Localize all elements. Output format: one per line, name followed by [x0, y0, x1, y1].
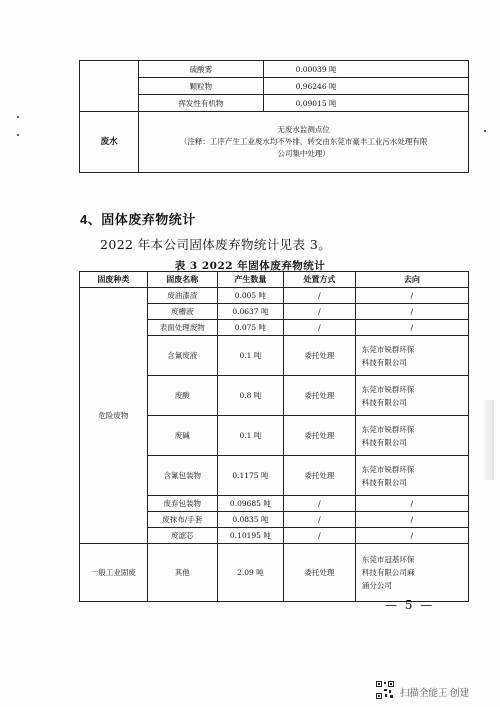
destination-line: 科技有限公司麻: [361, 568, 415, 577]
waste-qty: 0.10195 吨: [217, 528, 283, 544]
disposal-method: /: [284, 288, 356, 304]
column-header: 处置方式: [284, 272, 356, 288]
pollutant-amount: 0.00039 吨: [263, 61, 468, 78]
table-header-row: [80, 272, 469, 288]
wastewater-note-line: 公司集中处理）: [277, 149, 330, 158]
table-cell-empty: [80, 61, 139, 112]
destination-line: 东莞市锐群环保: [361, 344, 415, 354]
emissions-table: [79, 60, 469, 173]
column-header: 去向: [355, 272, 468, 288]
waste-qty: 0.1 吨: [217, 416, 283, 456]
wastewater-note-line: （注释：工序产生工业废水均不外排，转交由东莞市豪丰工业污水处理有限: [179, 137, 428, 146]
waste-name: 废抹布/手套: [147, 512, 217, 528]
waste-qty: 0.0835 吨: [217, 512, 283, 528]
waste-name: 表面处理废物: [147, 320, 217, 336]
table-row: [80, 544, 469, 602]
destination: [355, 376, 468, 416]
destination-line: 科技有限公司: [361, 397, 407, 407]
margin-dot: [484, 130, 486, 132]
qr-code-icon: [375, 680, 395, 700]
disposal-method: 委托处理: [284, 336, 356, 376]
waste-name: 废油漆渣: [147, 288, 217, 304]
destination-line: 东莞市锐群环保: [361, 464, 415, 474]
destination: [355, 544, 468, 602]
waste-name: 含氰废液: [147, 336, 217, 376]
destination-line: 东莞市冠基环保: [361, 555, 415, 564]
disposal-method: 委托处理: [284, 544, 356, 602]
category-cell: 危险废物: [80, 288, 148, 544]
table-row: [80, 288, 469, 304]
pollutant-amount: 0.96246 吨: [263, 78, 468, 95]
waste-qty: 0.075 吨: [217, 320, 283, 336]
disposal-method: /: [284, 496, 356, 512]
scan-shadow: [482, 400, 494, 480]
intro-paragraph: 2022 年本公司固体废弃物统计见表 3。: [100, 237, 332, 252]
destination-line: 科技有限公司: [361, 437, 407, 447]
destination: /: [355, 496, 468, 512]
destination: [355, 416, 468, 456]
destination-line: 涌分公司: [361, 581, 392, 590]
destination: /: [355, 320, 468, 336]
waste-qty: 0.09685 吨: [217, 496, 283, 512]
pollutant-amount: 0.09015 吨: [263, 95, 468, 112]
column-header: 固废名称: [147, 272, 217, 288]
disposal-method: 委托处理: [284, 376, 356, 416]
margin-dot: [17, 134, 19, 136]
destination-line: 东莞市锐群环保: [361, 384, 415, 394]
waste-name: 废滤芯: [147, 528, 217, 544]
wastewater-note-line: 无废水监测点位: [277, 125, 330, 134]
waste-name: 废弃包装物: [147, 496, 217, 512]
pollutant-name: 颗粒物: [139, 78, 263, 95]
column-header: 固废种类: [80, 272, 148, 288]
waste-name: 废碱: [147, 416, 217, 456]
wastewater-label: 废水: [80, 112, 139, 173]
waste-name: 含氰包装物: [147, 456, 217, 496]
destination: [355, 336, 468, 376]
waste-qty: 0.005 吨: [217, 288, 283, 304]
scanner-watermark: 扫描全能王 创建: [400, 688, 470, 699]
section-heading: 4、固体废弃物统计: [80, 212, 196, 227]
destination: /: [355, 288, 468, 304]
disposal-method: 委托处理: [284, 416, 356, 456]
destination: /: [355, 528, 468, 544]
destination-line: 科技有限公司: [361, 357, 407, 367]
waste-qty: 2.09 吨: [217, 544, 283, 602]
destination-line: 东莞市锐群环保: [361, 424, 415, 434]
pollutant-name: 挥发性有机物: [139, 95, 263, 112]
waste-name: 其他: [147, 544, 217, 602]
waste-name: 废槽液: [147, 304, 217, 320]
destination-line: 科技有限公司: [361, 477, 407, 487]
disposal-method: /: [284, 512, 356, 528]
waste-qty: 0.0637 吨: [217, 304, 283, 320]
column-header: 产生数量: [217, 272, 283, 288]
margin-dot: [17, 116, 19, 118]
waste-name: 废酸: [147, 376, 217, 416]
page-number: — 5 —: [385, 598, 435, 612]
pollutant-name: 硫酸雾: [139, 61, 263, 78]
disposal-method: /: [284, 320, 356, 336]
disposal-method: /: [284, 528, 356, 544]
category-cell: 一般工业固废: [80, 544, 148, 602]
disposal-method: /: [284, 304, 356, 320]
destination: [355, 456, 468, 496]
destination: /: [355, 304, 468, 320]
disposal-method: 委托处理: [284, 456, 356, 496]
solid-waste-table: [79, 271, 469, 602]
destination: /: [355, 512, 468, 528]
waste-qty: 0.8 吨: [217, 376, 283, 416]
wastewater-note: [139, 112, 469, 173]
waste-qty: 0.1 吨: [217, 336, 283, 376]
table-caption: 表 3 2022 年固体废弃物统计: [174, 260, 326, 272]
waste-qty: 0.1175 吨: [217, 456, 283, 496]
